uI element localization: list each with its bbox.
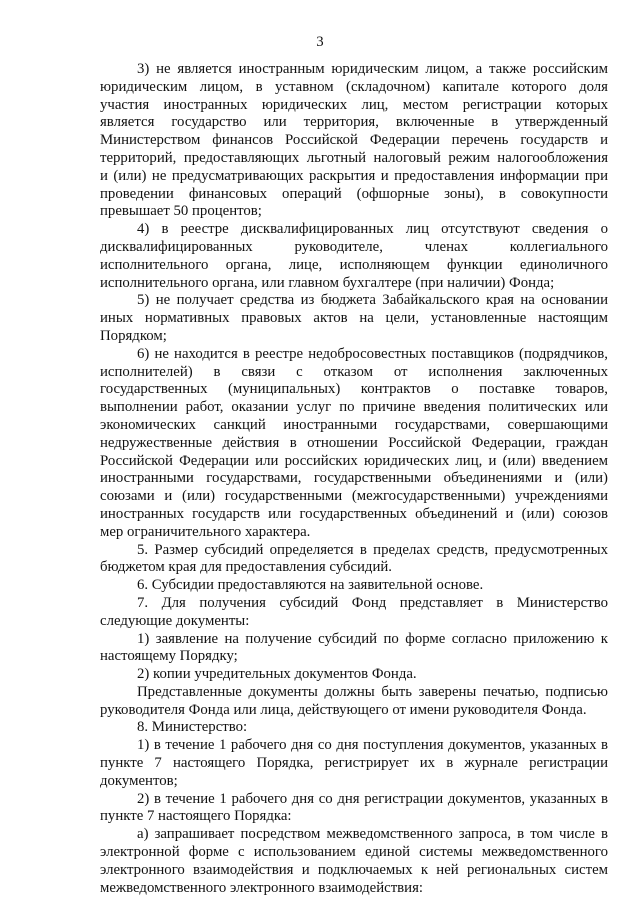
text-line: недружественные действия в отношении Российской Федерации, граждан — [100, 434, 608, 451]
text-line: юридическим лицом, в уставном (складочном) капитале которого доля — [100, 78, 608, 95]
paragraph-subitem-request — [100, 826, 608, 897]
paragraph-section-7 — [100, 595, 608, 631]
text-line: 3) не является иностранным юридическим лицом, а также российским — [137, 61, 608, 77]
text-line: 6) не находится в реестре недобросовестных поставщиков (подрядчиков, — [137, 345, 608, 362]
paragraph-clause-4 — [100, 221, 608, 292]
paragraph-item-application — [100, 631, 608, 667]
text-line: Российской Федерации или российских юридических лиц, и (или) введением — [100, 452, 608, 469]
text-line: исполнителей) в связи с отказом от исполнения заключенных — [100, 363, 608, 380]
text-line: участия иностранных юридических лиц, местом регистрации которых — [100, 96, 608, 113]
text-line: государственных (муниципальных) контрактов о поставке товаров, — [100, 381, 608, 398]
paragraph-section-6 — [100, 577, 608, 595]
text-line: иных нормативных правовых актов на цели, установленные настоящим — [100, 310, 608, 327]
paragraph-certification — [100, 684, 608, 720]
text-line: 1) в течение 1 рабочего дня со дня поступления документов, указанных в — [137, 737, 608, 754]
text-line: 5) не получает средства из бюджета Забайкальского края на основании — [137, 292, 608, 309]
paragraph-item-registration — [100, 737, 608, 790]
text-line: дисквалифицированных руководителе, членах коллегиального — [100, 238, 608, 255]
text-line: бюджетом края для предоставления субсидий. — [100, 559, 392, 576]
text-line: руководителя Фонда или лица, действующего от имени руководителя Фонда. — [100, 701, 587, 718]
page-number: 3 — [316, 34, 324, 50]
text-line: 4) в реестре дисквалифицированных лиц отсутствуют сведения о — [137, 221, 608, 238]
paragraph-clause-5 — [100, 292, 608, 345]
text-line: Министерством финансов Российской Федерации перечень государств и — [100, 132, 608, 149]
text-line: пункте 7 настоящего Порядка: — [100, 808, 292, 825]
text-line: является государство или территория, включенные в утвержденный — [100, 114, 608, 131]
text-line: 1) заявление на получение субсидий по форме согласно приложению к — [137, 630, 608, 647]
text-line: союзами и (или) государственными (межгосударственными) учреждениями — [100, 488, 608, 505]
text-line: экономических санкций иностранными государствами, совершающими — [100, 416, 608, 433]
text-line: и (или) не предусматривающих раскрытия и предоставления информации при — [100, 167, 608, 184]
text-line: документов; — [100, 772, 178, 789]
text-line: территорий, предоставляющих льготный налоговый режим налогообложения — [100, 149, 608, 166]
text-line: межведомственного электронного взаимодействия: — [100, 879, 424, 896]
paragraph-section-5 — [100, 542, 608, 578]
paragraph-clause-3 — [100, 61, 608, 221]
paragraph-item-copies — [100, 666, 608, 684]
text-line: превышает 50 процентов; — [100, 203, 262, 220]
text-line: 5. Размер субсидий определяется в пределах средств, предусмотренных — [137, 541, 608, 558]
paragraph-item-after-registration — [100, 791, 608, 827]
text-line: Порядком; — [100, 327, 167, 344]
text-line: 6. Субсидии предоставляются на заявительной основе. — [137, 577, 484, 594]
text-line: выполнении работ, оказании услуг по причине введения политических или — [100, 399, 608, 416]
text-line: следующие документы: — [100, 612, 250, 629]
text-line: проведении финансовых операций (офшорные зоны), в совокупности — [100, 185, 608, 202]
paragraph-section-8 — [100, 719, 608, 737]
text-line: настоящему Порядку; — [100, 648, 238, 665]
text-line: пункте 7 настоящего Порядка, регистрирует их в журнале регистрации — [100, 755, 608, 772]
text-line: исполнительного органа, лице, исполняющем функции единоличного — [100, 256, 608, 273]
text-line: мер ограничительного характера. — [100, 523, 311, 540]
text-line: иностранными государствами, государственными объединениями и (или) — [100, 470, 608, 487]
text-line: 2) копии учредительных документов Фонда. — [137, 666, 417, 683]
text-line: исполнительного органа, или главном бухгалтере (при наличии) Фонда; — [100, 274, 555, 291]
document-body — [100, 61, 608, 897]
text-line: а) запрашивает посредством межведомственного запроса, в том числе в — [137, 826, 608, 843]
text-line: электронной форме с использованием единой системы межведомственного — [100, 844, 608, 861]
text-line: иностранных государств или государственных объединений и (или) союзов — [100, 505, 608, 522]
text-line: 8. Министерство: — [137, 719, 248, 736]
text-line: электронного взаимодействия и подключаемых к ней региональных систем — [100, 861, 608, 878]
text-line: 2) в течение 1 рабочего дня со дня регистрации документов, указанных в — [137, 790, 608, 807]
text-line: Представленные документы должны быть заверены печатью, подписью — [137, 683, 608, 700]
text-line: 7. Для получения субсидий Фонд представляет в Министерство — [137, 594, 608, 611]
paragraph-clause-6 — [100, 346, 608, 542]
